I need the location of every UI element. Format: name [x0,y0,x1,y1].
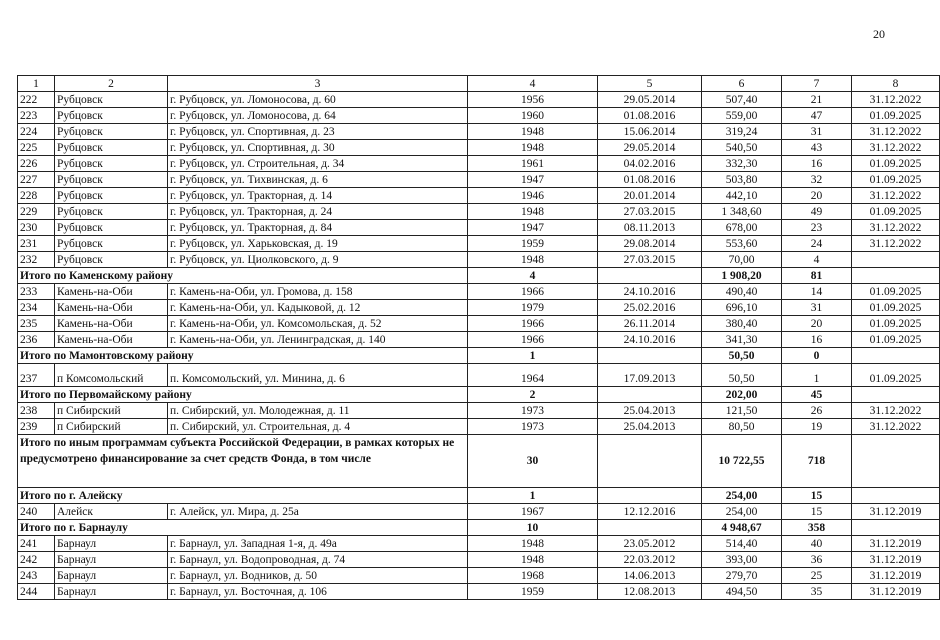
total-count-cell: 10 [468,520,598,536]
area-cell: 490,40 [702,284,782,300]
address-cell: г. Рубцовск, ул. Спортивная, д. 30 [168,140,468,156]
year-cell: 1948 [468,252,598,268]
table-row [18,188,940,204]
year-cell: 1961 [468,156,598,172]
people-cell: 19 [782,419,852,435]
deadline-cell: 31.12.2019 [852,552,940,568]
area-cell: 279,70 [702,568,782,584]
address-cell: г. Рубцовск, ул. Харьковская, д. 19 [168,236,468,252]
table-row [18,284,940,300]
area-cell: 80,50 [702,419,782,435]
row-number-cell: 223 [18,108,55,124]
row-number-cell: 225 [18,140,55,156]
deadline-cell: 01.09.2025 [852,204,940,220]
area-cell: 393,00 [702,552,782,568]
area-cell: 319,24 [702,124,782,140]
table-row [18,419,940,435]
row-number-cell: 243 [18,568,55,584]
deadline-cell: 31.12.2019 [852,568,940,584]
total-people-cell: 358 [782,520,852,536]
area-cell: 380,40 [702,316,782,332]
empty-cell [598,435,702,488]
settlement-cell: Рубцовск [55,140,168,156]
deadline-cell: 31.12.2019 [852,536,940,552]
row-number-cell: 240 [18,504,55,520]
page-number: 20 [873,27,885,41]
table-row [18,536,940,552]
people-cell: 26 [782,403,852,419]
total-count-cell: 1 [468,488,598,504]
total-area-cell: 202,00 [702,387,782,403]
deadline-cell: 01.09.2025 [852,284,940,300]
table-row [18,204,940,220]
date-cell: 23.05.2012 [598,536,702,552]
people-cell: 4 [782,252,852,268]
table-row [18,108,940,124]
empty-cell [598,520,702,536]
date-cell: 20.01.2014 [598,188,702,204]
total-row [18,520,940,536]
row-number-cell: 231 [18,236,55,252]
settlement-cell: Барнаул [55,568,168,584]
deadline-cell: 01.09.2025 [852,172,940,188]
row-number-cell: 232 [18,252,55,268]
date-cell: 14.06.2013 [598,568,702,584]
people-cell: 32 [782,172,852,188]
settlement-cell: п Сибирский [55,403,168,419]
date-cell: 25.02.2016 [598,300,702,316]
year-cell: 1979 [468,300,598,316]
people-cell: 43 [782,140,852,156]
table-row [18,364,940,387]
people-cell: 1 [782,364,852,387]
total-count-cell: 1 [468,348,598,364]
date-cell: 29.05.2014 [598,92,702,108]
address-cell: г. Барнаул, ул. Водопроводная, д. 74 [168,552,468,568]
year-cell: 1948 [468,204,598,220]
year-cell: 1959 [468,236,598,252]
empty-cell [598,268,702,284]
year-cell: 1959 [468,584,598,600]
row-number-cell: 241 [18,536,55,552]
row-number-cell: 237 [18,364,55,387]
address-cell: г. Камень-на-Оби, ул. Кадыковой, д. 12 [168,300,468,316]
table-row [18,252,940,268]
address-cell: г. Камень-на-Оби, ул. Громова, д. 158 [168,284,468,300]
address-cell: п. Комсомольский, ул. Минина, д. 6 [168,364,468,387]
empty-cell [852,387,940,403]
year-cell: 1973 [468,403,598,419]
date-cell: 26.11.2014 [598,316,702,332]
total-people-cell: 45 [782,387,852,403]
people-cell: 16 [782,332,852,348]
deadline-cell: 31.12.2022 [852,236,940,252]
column-header: 5 [598,76,702,92]
year-cell: 1947 [468,172,598,188]
row-number-cell: 226 [18,156,55,172]
column-header: 8 [852,76,940,92]
address-cell: г. Рубцовск, ул. Тихвинская, д. 6 [168,172,468,188]
table-row [18,568,940,584]
address-cell: г. Рубцовск, ул. Тракторная, д. 14 [168,188,468,204]
total-row [18,348,940,364]
table-row [18,316,940,332]
total-label-cell: Итого по Каменскому району [18,268,468,284]
deadline-cell: 31.12.2019 [852,504,940,520]
year-cell: 1948 [468,124,598,140]
year-cell: 1948 [468,536,598,552]
area-cell: 696,10 [702,300,782,316]
people-cell: 20 [782,188,852,204]
total-area-cell: 4 948,67 [702,520,782,536]
table-row [18,124,940,140]
date-cell: 01.08.2016 [598,108,702,124]
people-cell: 36 [782,552,852,568]
date-cell: 22.03.2012 [598,552,702,568]
address-cell: г. Камень-на-Оби, ул. Комсомольская, д. 52 [168,316,468,332]
row-number-cell: 234 [18,300,55,316]
table-row [18,236,940,252]
column-header: 6 [702,76,782,92]
settlement-cell: Камень-на-Оби [55,332,168,348]
empty-cell [598,488,702,504]
settlement-cell: Камень-на-Оби [55,284,168,300]
area-cell: 494,50 [702,584,782,600]
settlement-cell: Рубцовск [55,124,168,140]
address-cell: г. Алейск, ул. Мира, д. 25а [168,504,468,520]
date-cell: 12.12.2016 [598,504,702,520]
address-cell: г. Рубцовск, ул. Тракторная, д. 24 [168,204,468,220]
settlement-cell: Барнаул [55,584,168,600]
total-count-cell: 4 [468,268,598,284]
total-people-cell: 0 [782,348,852,364]
year-cell: 1946 [468,188,598,204]
area-cell: 341,30 [702,332,782,348]
area-cell: 332,30 [702,156,782,172]
year-cell: 1948 [468,552,598,568]
settlement-cell: Рубцовск [55,92,168,108]
people-cell: 21 [782,92,852,108]
address-cell: п. Сибирский, ул. Молодежная, д. 11 [168,403,468,419]
settlement-cell: Рубцовск [55,220,168,236]
people-cell: 47 [782,108,852,124]
table-row [18,584,940,600]
address-cell: г. Рубцовск, ул. Циолковского, д. 9 [168,252,468,268]
total-label-cell: Итого по г. Барнаулу [18,520,468,536]
settlement-cell: Алейск [55,504,168,520]
deadline-cell: 31.12.2022 [852,220,940,236]
deadline-cell: 01.09.2025 [852,156,940,172]
empty-cell [852,268,940,284]
date-cell: 15.06.2014 [598,124,702,140]
address-cell: г. Барнаул, ул. Водников, д. 50 [168,568,468,584]
column-header: 1 [18,76,55,92]
area-cell: 514,40 [702,536,782,552]
deadline-cell: 01.09.2025 [852,364,940,387]
settlement-cell: Рубцовск [55,172,168,188]
deadline-cell: 31.12.2022 [852,419,940,435]
total-row [18,488,940,504]
area-cell: 503,80 [702,172,782,188]
deadline-cell: 31.12.2022 [852,92,940,108]
settlement-cell: Барнаул [55,536,168,552]
row-number-cell: 228 [18,188,55,204]
area-cell: 254,00 [702,504,782,520]
address-cell: г. Камень-на-Оби, ул. Ленинградская, д. 140 [168,332,468,348]
deadline-cell: 31.12.2022 [852,124,940,140]
area-cell: 70,00 [702,252,782,268]
deadline-cell: 31.12.2022 [852,403,940,419]
total-label-cell: Итого по иным программам субъекта Российской Федерации, в рамках которых не предусмотрено финансирование за счет средств Фонда, в том числе [18,435,468,488]
date-cell: 24.10.2016 [598,284,702,300]
people-cell: 16 [782,156,852,172]
row-number-cell: 229 [18,204,55,220]
empty-cell [852,520,940,536]
settlement-cell: Камень-на-Оби [55,316,168,332]
row-number-cell: 227 [18,172,55,188]
row-number-cell: 244 [18,584,55,600]
year-cell: 1967 [468,504,598,520]
year-cell: 1973 [468,419,598,435]
table-row [18,403,940,419]
year-cell: 1948 [468,140,598,156]
year-cell: 1947 [468,220,598,236]
address-cell: г. Барнаул, ул. Западная 1-я, д. 49а [168,536,468,552]
address-cell: г. Рубцовск, ул. Ломоносова, д. 60 [168,92,468,108]
year-cell: 1966 [468,284,598,300]
area-cell: 442,10 [702,188,782,204]
table-row [18,220,940,236]
people-cell: 25 [782,568,852,584]
table-row [18,332,940,348]
people-cell: 15 [782,504,852,520]
date-cell: 27.03.2015 [598,204,702,220]
settlement-cell: п Комсомольский [55,364,168,387]
deadline-cell: 01.09.2025 [852,332,940,348]
people-cell: 40 [782,536,852,552]
address-cell: г. Рубцовск, ул. Тракторная, д. 84 [168,220,468,236]
people-cell: 49 [782,204,852,220]
deadline-cell [852,252,940,268]
date-cell: 29.05.2014 [598,140,702,156]
settlement-cell: Барнаул [55,552,168,568]
date-cell: 08.11.2013 [598,220,702,236]
total-area-cell: 10 722,55 [702,435,782,488]
total-people-cell: 81 [782,268,852,284]
row-number-cell: 242 [18,552,55,568]
empty-cell [852,435,940,488]
area-cell: 507,40 [702,92,782,108]
date-cell: 24.10.2016 [598,332,702,348]
settlement-cell: п Сибирский [55,419,168,435]
settlement-cell: Рубцовск [55,108,168,124]
housing-table [17,75,940,600]
row-number-cell: 233 [18,284,55,300]
total-label-cell: Итого по Первомайскому району [18,387,468,403]
area-cell: 121,50 [702,403,782,419]
column-header: 2 [55,76,168,92]
settlement-cell: Рубцовск [55,204,168,220]
deadline-cell: 31.12.2022 [852,188,940,204]
total-area-cell: 1 908,20 [702,268,782,284]
total-people-cell: 15 [782,488,852,504]
row-number-cell: 235 [18,316,55,332]
people-cell: 14 [782,284,852,300]
people-cell: 35 [782,584,852,600]
table-row [18,300,940,316]
settlement-cell: Камень-на-Оби [55,300,168,316]
row-number-cell: 224 [18,124,55,140]
deadline-cell: 01.09.2025 [852,300,940,316]
year-cell: 1968 [468,568,598,584]
total-label-cell: Итого по Мамонтовскому району [18,348,468,364]
address-cell: г. Барнаул, ул. Восточная, д. 106 [168,584,468,600]
area-cell: 559,00 [702,108,782,124]
empty-cell [598,387,702,403]
settlement-cell: Рубцовск [55,236,168,252]
table-row [18,140,940,156]
date-cell: 04.02.2016 [598,156,702,172]
total-label-cell: Итого по г. Алейску [18,488,468,504]
address-cell: г. Рубцовск, ул. Спортивная, д. 23 [168,124,468,140]
people-cell: 20 [782,316,852,332]
date-cell: 17.09.2013 [598,364,702,387]
total-row [18,268,940,284]
area-cell: 678,00 [702,220,782,236]
row-number-cell: 239 [18,419,55,435]
date-cell: 01.08.2016 [598,172,702,188]
area-cell: 1 348,60 [702,204,782,220]
people-cell: 31 [782,300,852,316]
year-cell: 1960 [468,108,598,124]
row-number-cell: 238 [18,403,55,419]
date-cell: 27.03.2015 [598,252,702,268]
total-people-cell: 718 [782,435,852,488]
total-row [18,435,940,488]
empty-cell [598,348,702,364]
year-cell: 1966 [468,316,598,332]
year-cell: 1964 [468,364,598,387]
table-row [18,92,940,108]
address-cell: п. Сибирский, ул. Строительная, д. 4 [168,419,468,435]
column-header: 3 [168,76,468,92]
area-cell: 50,50 [702,364,782,387]
empty-cell [852,348,940,364]
deadline-cell: 31.12.2022 [852,140,940,156]
total-row [18,387,940,403]
table-row [18,504,940,520]
people-cell: 24 [782,236,852,252]
total-area-cell: 254,00 [702,488,782,504]
column-number-header-row [18,76,940,92]
settlement-cell: Рубцовск [55,252,168,268]
area-cell: 553,60 [702,236,782,252]
row-number-cell: 222 [18,92,55,108]
deadline-cell: 01.09.2025 [852,316,940,332]
date-cell: 25.04.2013 [598,419,702,435]
row-number-cell: 230 [18,220,55,236]
row-number-cell: 236 [18,332,55,348]
date-cell: 12.08.2013 [598,584,702,600]
settlement-cell: Рубцовск [55,156,168,172]
address-cell: г. Рубцовск, ул. Ломоносова, д. 64 [168,108,468,124]
people-cell: 23 [782,220,852,236]
total-count-cell: 30 [468,435,598,488]
total-count-cell: 2 [468,387,598,403]
year-cell: 1956 [468,92,598,108]
date-cell: 29.08.2014 [598,236,702,252]
address-cell: г. Рубцовск, ул. Строительная, д. 34 [168,156,468,172]
settlement-cell: Рубцовск [55,188,168,204]
deadline-cell: 31.12.2019 [852,584,940,600]
column-header: 7 [782,76,852,92]
total-area-cell: 50,50 [702,348,782,364]
table-row [18,172,940,188]
column-header: 4 [468,76,598,92]
table-row [18,156,940,172]
area-cell: 540,50 [702,140,782,156]
people-cell: 31 [782,124,852,140]
deadline-cell: 01.09.2025 [852,108,940,124]
table-row [18,552,940,568]
date-cell: 25.04.2013 [598,403,702,419]
year-cell: 1966 [468,332,598,348]
empty-cell [852,488,940,504]
